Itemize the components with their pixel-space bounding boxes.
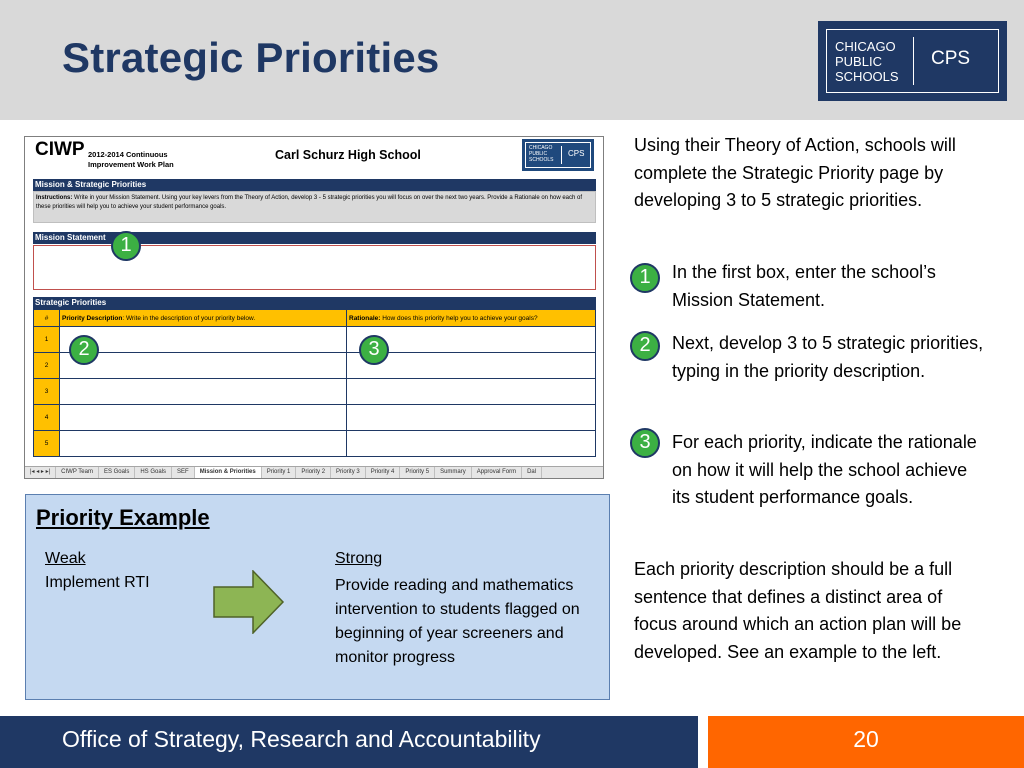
mini-logo-divider bbox=[561, 146, 562, 164]
step-3-text: For each priority, indicate the rationale on how it will help the school achieve its student performance goals. bbox=[672, 432, 977, 507]
instructions-label: Instructions: bbox=[36, 195, 73, 201]
intro-text: Using their Theory of Action, schools will complete the Strategic Priority page by developing 3 to 5 strategic priorities. bbox=[634, 135, 956, 210]
sheet-tab[interactable]: HS Goals bbox=[135, 467, 172, 478]
ciwp-spreadsheet-screenshot bbox=[24, 136, 604, 479]
col-num-header: # bbox=[34, 310, 60, 327]
priority-description-cell[interactable] bbox=[60, 327, 347, 353]
sheet-tab[interactable]: Priority 1 bbox=[262, 467, 297, 478]
ciwp-sub-line1: 2012-2014 Continuous bbox=[88, 150, 168, 159]
priority-example-title: Priority Example bbox=[36, 505, 210, 530]
sheet-tab[interactable]: Priority 3 bbox=[331, 467, 366, 478]
sheet-tab[interactable]: Summary bbox=[435, 467, 472, 478]
cps-logo-frame bbox=[826, 29, 999, 93]
weak-label: Weak bbox=[45, 550, 86, 567]
cps-logo bbox=[818, 21, 1007, 101]
footer-page-band bbox=[708, 716, 1024, 768]
step-1-text: In the first box, enter the school’s Mission Statement. bbox=[672, 262, 936, 310]
sheet-tab[interactable]: Priority 2 bbox=[296, 467, 331, 478]
footer-office-name: Office of Strategy, Research and Accountability bbox=[62, 726, 541, 752]
mini-cps-logo bbox=[522, 139, 594, 171]
table-header-row bbox=[34, 310, 596, 327]
cps-logo-line1: CHICAGO bbox=[835, 39, 896, 54]
strong-label: Strong bbox=[335, 550, 383, 567]
sheet-tab[interactable]: Priority 4 bbox=[366, 467, 401, 478]
callout-badge-2: 2 bbox=[69, 335, 99, 365]
cps-logo-line2: PUBLIC bbox=[835, 54, 882, 69]
table-row bbox=[34, 379, 596, 405]
table-row bbox=[34, 405, 596, 431]
sheet-tab-active[interactable]: Mission & Priorities bbox=[195, 467, 262, 478]
col-description-label: Priority Description bbox=[62, 314, 123, 322]
instructions-text: Write in your Mission Statement. Using your key levers from the Theory of Action, develop 3 - 5 strategic priorities you will focus on over the next two years. Provide a Rationale on how each of these priorities will help you to achieve your student performance goals. bbox=[36, 195, 583, 210]
priority-example-box bbox=[25, 494, 610, 700]
weak-example-text: Implement RTI bbox=[45, 574, 150, 591]
mini-cps-logo-wordmark bbox=[529, 145, 553, 163]
outro-text: Each priority description should be a full sentence that defines a distinct area of focus around which an action plan will be developed. See an example to the left. bbox=[634, 559, 962, 662]
cps-logo-divider bbox=[913, 37, 914, 85]
callout-badge-3: 3 bbox=[359, 335, 389, 365]
page-number: 20 bbox=[853, 726, 879, 752]
sheet-tab-nav-arrows[interactable]: |◂ ◂ ▸ ▸| bbox=[25, 467, 56, 478]
mini-logo-line1: CHICAGO bbox=[529, 145, 553, 151]
step-2-text: Next, develop 3 to 5 strategic priorities, typing in the priority description. bbox=[672, 333, 984, 381]
rationale-cell[interactable] bbox=[347, 379, 596, 405]
step-badge-2: 2 bbox=[630, 331, 660, 361]
right-arrow-icon bbox=[213, 570, 285, 634]
rationale-cell[interactable] bbox=[347, 431, 596, 457]
header-band bbox=[0, 0, 1024, 120]
step-badge-1: 1 bbox=[630, 263, 660, 293]
cps-logo-line3: SCHOOLS bbox=[835, 69, 899, 84]
priority-description-cell[interactable] bbox=[60, 379, 347, 405]
mission-priorities-header: Mission & Strategic Priorities bbox=[33, 179, 596, 191]
row-number: 1 bbox=[34, 327, 60, 353]
sheet-tab[interactable]: Priority 5 bbox=[400, 467, 435, 478]
sheet-tab[interactable]: ES Goals bbox=[99, 467, 135, 478]
mini-logo-line3: SCHOOLS bbox=[529, 157, 554, 163]
instructions-box bbox=[33, 191, 596, 223]
mini-logo-abbr: CPS bbox=[568, 149, 585, 158]
school-name: Carl Schurz High School bbox=[275, 148, 421, 162]
cps-logo-wordmark bbox=[835, 39, 899, 84]
ciwp-brand-subtitle bbox=[88, 150, 174, 170]
sheet-tabs-bar bbox=[25, 466, 604, 478]
row-number: 2 bbox=[34, 353, 60, 379]
cps-logo-abbr: CPS bbox=[931, 48, 971, 69]
priority-description-cell[interactable] bbox=[60, 431, 347, 457]
col-rationale-label: Rationale: bbox=[349, 314, 381, 322]
col-rationale-text: How does this priority help you to achieve your goals? bbox=[380, 314, 538, 322]
sheet-tab[interactable]: Approval Form bbox=[472, 467, 522, 478]
row-number: 4 bbox=[34, 405, 60, 431]
strategic-priorities-header: Strategic Priorities bbox=[33, 297, 596, 309]
mini-logo-line2: PUBLIC bbox=[529, 151, 548, 157]
sheet-tab[interactable]: SEF bbox=[172, 467, 195, 478]
strategic-priorities-table bbox=[33, 309, 596, 457]
callout-badge-1: 1 bbox=[111, 231, 141, 261]
col-rationale-header bbox=[347, 310, 596, 327]
sheet-tab[interactable]: Dal bbox=[522, 467, 542, 478]
row-number: 5 bbox=[34, 431, 60, 457]
table-row bbox=[34, 327, 596, 353]
strong-example-text: Provide reading and mathematics intervention to students flagged on beginning of year screeners and monitor progress bbox=[335, 577, 580, 666]
ciwp-sub-line2: Improvement Work Plan bbox=[88, 160, 174, 169]
priority-description-cell[interactable] bbox=[60, 405, 347, 431]
ciwp-brand: CIWP bbox=[35, 139, 85, 160]
slide-title: Strategic Priorities bbox=[62, 34, 440, 81]
mission-statement-header: Mission Statement bbox=[33, 232, 596, 244]
mini-cps-logo-frame bbox=[525, 142, 591, 168]
col-description-header bbox=[60, 310, 347, 327]
step-badge-3: 3 bbox=[630, 428, 660, 458]
row-number: 3 bbox=[34, 379, 60, 405]
priority-description-cell[interactable] bbox=[60, 353, 347, 379]
table-row bbox=[34, 353, 596, 379]
footer-band bbox=[0, 716, 698, 768]
rationale-cell[interactable] bbox=[347, 405, 596, 431]
col-description-text: : Write in the description of your priority below. bbox=[122, 314, 256, 322]
table-row bbox=[34, 431, 596, 457]
sheet-tab[interactable]: CIWP Team bbox=[56, 467, 99, 478]
